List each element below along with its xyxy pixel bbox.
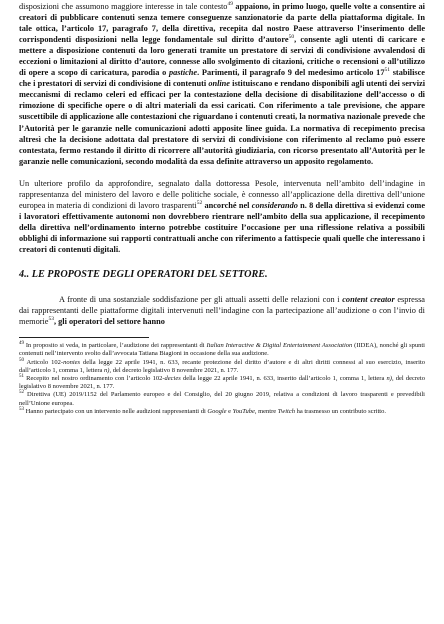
footnote-53: $^{53}$ Hanno partecipato con un intervento nelle audizioni rappresentanti di Google e YouTube, mentre Twitch ha trasmesso un contributo scritto. xyxy=(19,406,386,415)
italic-term: n) xyxy=(104,366,110,374)
bold-text-run: , consente agli utenti di caricare e mettere a disposizione contenuti da loro generati tramite un prestatore di servizi di condivisione avvalendosi di eccezioni o limitazioni al diritto d’autore, connesse allo svolgimento di citazioni, critiche o recensioni o all’utilizzo di opere a scopo di caricatura, parodia o pastiche. Parimenti, il paragrafo 9 del medesimo articolo 17 xyxy=(19,35,425,78)
italic-term: Twitch xyxy=(277,407,295,415)
text-run: espressa dai rappresentanti delle piattaforme digitali intervenuti nell’indagine con la partecipazione all’audizione o con l’invio di memorie xyxy=(19,295,425,327)
text-run: disposizioni che assumono maggiore interesse in tale contesto xyxy=(19,2,228,11)
italic-term: YouTube xyxy=(232,407,255,415)
italic-term: nonies xyxy=(63,358,81,366)
section-number: 4.. xyxy=(19,269,32,281)
footnote-number: 52 xyxy=(19,390,24,396)
italic-term: Google xyxy=(207,407,227,415)
footnote-49: $^{49}$ In proposito si veda, in particolare, l’audizione dei rappresentanti di Italian Interactive & Digital Entertainment Association (IIDEA), nonché gli spunti contenuti nell’intervento svolto dall’avvocata Tatiana Biagioni in occasione della sua audizione. xyxy=(19,341,425,358)
footnote-52: $^{52}$ Direttiva (UE) 2019/1152 del Parlamento europeo e del Consiglio, del 20 giugno 2019, relativa a condizioni di lavoro trasparenti e prevedibili nell’Unione europea. xyxy=(19,390,425,407)
text-run: A fronte di una sostanziale soddisfazione per gli attuali assetti delle relazioni con i xyxy=(59,295,343,305)
italic-term: considerando xyxy=(251,200,298,210)
bold-text-run: , gli operatori del settore hanno xyxy=(54,317,165,327)
footnotes xyxy=(19,342,425,416)
bold-text-run: stabilisce che i prestatori di servizi di condivisione di contenuti online istituiscano e rendano disponibili agli utenti dei servizi meccanismi di reclamo celeri ed efficaci per la contestazione della decisione di disabilitazione dell’accesso o di rimozione di specifiche opere o di altri materiali da essi caricati. Con riferimento a tale previsione, che appare suscettibile di applicazione alle contestazioni che riguardano i contenuti creati, la normativa nazionale prevede che l’Autorità per le garanzie nelle comunicazioni adotti apposite linee guida. La normativa di recepimento precisa altresì che la decisione adottata dal prestatore di servizi di condivisione con riferimento al reclamo può essere contestata, fermo restando il diritto di ricorrere all’autorità giudiziaria, con ricorso presentato all’Autorità per le garanzie nelle comunicazioni, secondo modalità da essa definite attraverso un apposito regolamento. xyxy=(19,68,425,166)
footnote-number: 51 xyxy=(19,373,24,379)
bold-text-run: appaiono, in primo luogo, quelle volte a consentire ai creatori di pubblicare contenuti senza temere conseguenze sanzionatorie da parte della piattaforma digitale. In tale ottica, l’articolo 17, paragrafo 7, della direttiva, recepita dal nostro Paese attraverso l’inserimento delle corrispondenti disposizioni nella legge fondamentale sul diritto d’autore xyxy=(19,2,425,45)
italic-term: pastiche xyxy=(168,68,198,78)
footnote-ref-49[interactable]: 49 xyxy=(227,1,233,8)
body-paragraph-2 xyxy=(19,178,425,255)
footnote-divider xyxy=(19,337,149,338)
footnote-number: 49 xyxy=(19,341,24,347)
italic-term: Italian Interactive & Digital Entertainment Association xyxy=(206,342,353,350)
footnote-51: $^{51}$ Recepito nel nostro ordinamento con l’articolo 102-decies della legge 22 aprile 1941, n. 633, inserito dall’articolo 1, comma 1, lettera n), del decreto legislativo 8 novembre 2021, n. 177. xyxy=(19,373,425,391)
section-title: LE PROPOSTE DEGLI OPERATORI DEL SETTORE. xyxy=(31,269,268,281)
italic-term: online xyxy=(208,79,230,89)
italic-term: n) xyxy=(386,374,392,382)
footnote-number: 50 xyxy=(19,357,24,363)
footnote-number: 53 xyxy=(19,406,24,412)
footnote-ref-53[interactable]: 53 xyxy=(48,316,54,323)
bold-text-run: ancorché nel considerando n. 8 della direttiva si evidenzi come i lavoratori effettivamente autonomi non dovrebbero rientrare nell’ambito della sua applicazione, il recepimento della direttiva nell’ordinamento interno potrebbe costituire l’occasione per una riflessione relativa a possibili obblighi di informazione sui rapporti contrattuali anche con riferimento a fattispecie quali quelle che interessano i creatori di contenuti digitali. xyxy=(19,200,425,254)
footnote-ref-51[interactable]: 51 xyxy=(384,67,390,74)
footnote-50: $^{50}$ Articolo 102-nonies della legge 22 aprile 1941, n. 633, recante protezione del diritto d’autore e di altri diritti connessi al suo esercizio, inserito dall’articolo 1, comma 1, lettera n), del decreto legislativo 8 novembre 2021, n. 177. xyxy=(19,357,426,374)
bold-italic-term: content creator xyxy=(342,295,395,305)
footnote-ref-50[interactable]: 50 xyxy=(288,34,295,41)
body-paragraph-1 xyxy=(19,1,425,167)
italic-term: decies xyxy=(164,374,181,382)
footnote-ref-52[interactable]: 52 xyxy=(196,200,203,207)
text-run: Un ulteriore profilo da approfondire, segnalato dalla dottoressa Pesole, intervenuta nell’ambito dell’indagine in rappresentanza del ministero del lavoro e delle politiche sociale, è connesso all’applicazione della direttiva dell’unione europea in materia di condizioni di lavoro trasparenti xyxy=(19,178,425,210)
body-paragraph-3 xyxy=(19,294,425,327)
section-heading xyxy=(19,269,425,281)
